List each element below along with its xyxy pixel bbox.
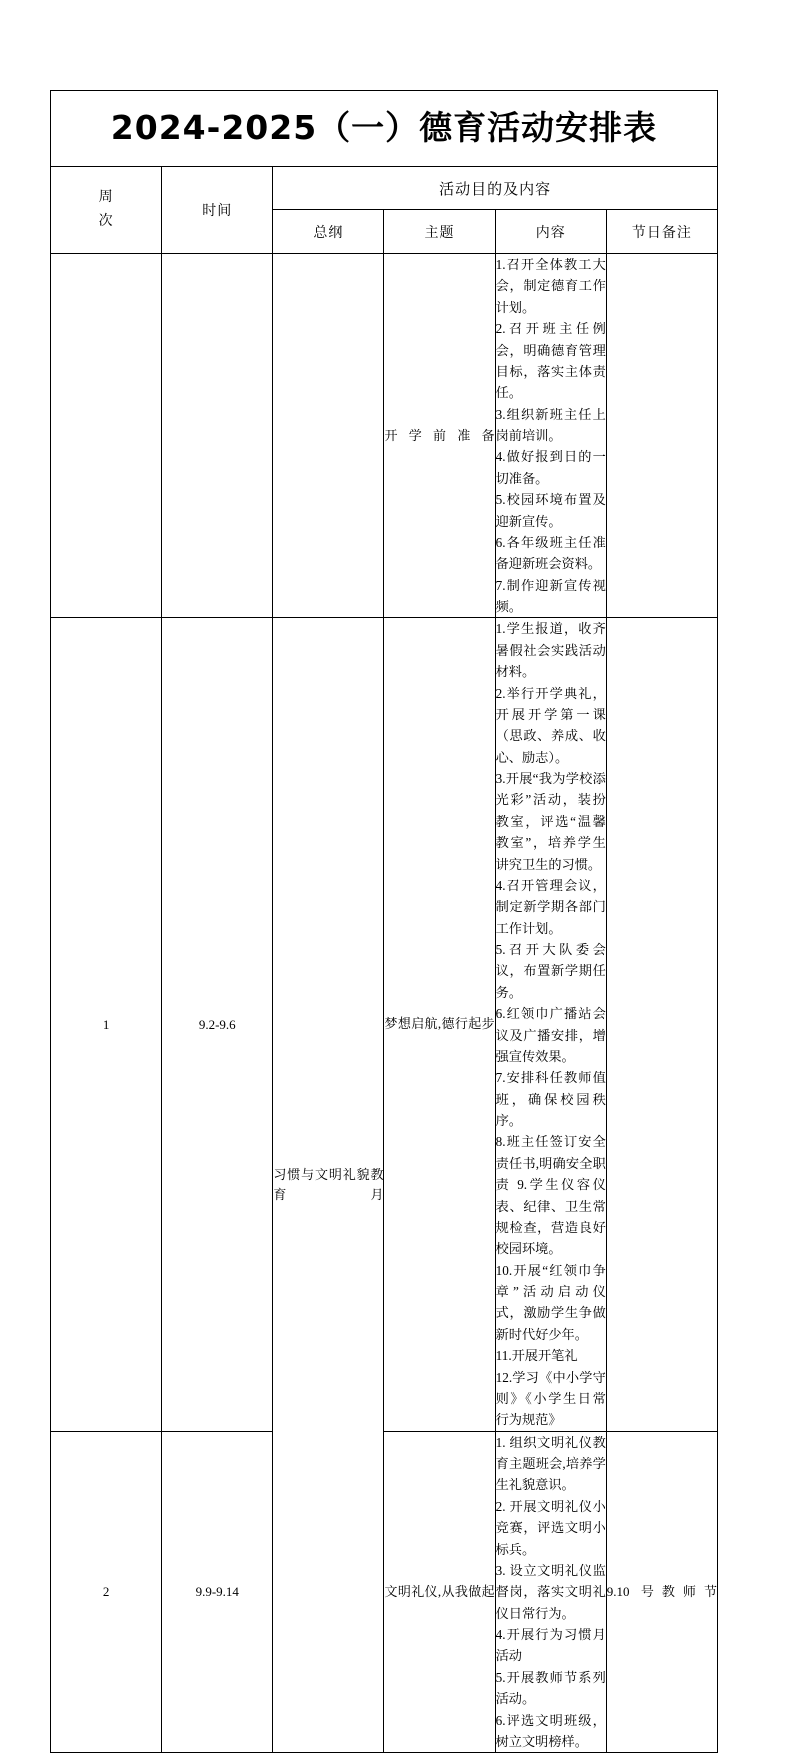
- cell-time: 9.9-9.14: [162, 1431, 273, 1753]
- cell-theme: [384, 254, 495, 618]
- cell-note: 9.10 号教师节: [606, 1431, 717, 1753]
- table-row: [51, 254, 718, 618]
- header-time: 时间: [162, 167, 273, 254]
- content-line: 12.学习《中小学守则》《小学生日常行为规范》: [495, 1369, 606, 1428]
- content-line: 5.校园环境布置及迎新宣传。: [495, 492, 606, 529]
- cell-outline: [273, 254, 384, 618]
- header-week: [51, 167, 162, 254]
- cell-outline-merged: 习惯与文明礼貌教育月: [273, 618, 384, 1753]
- content-line: 7.安排科任教师值班，确保校园秩序。: [495, 1070, 606, 1128]
- cell-theme-text: 开学前准备: [384, 427, 495, 443]
- cell-theme: [384, 1431, 495, 1753]
- content-line: 3.组织新班主任上岗前培训。: [495, 406, 606, 443]
- header-note: 节日备注: [606, 210, 717, 254]
- header-content: 内容: [495, 210, 606, 254]
- content-line: 6.红领巾广播站会议及广播安排，增强宣传效果。: [495, 1006, 606, 1064]
- moral-education-schedule-table: [50, 90, 718, 1753]
- content-line: 2. 开展文明礼仪小竞赛，评选文明小标兵。: [495, 1498, 606, 1557]
- table-row: [51, 618, 718, 1431]
- content-line: 1.召开全体教工大会，制定德育工作计划。: [495, 257, 606, 315]
- content-line: 5.召开大队委会议，布置新学期任务。: [495, 942, 606, 1000]
- content-line: 4.做好报到日的一切准备。: [495, 449, 606, 486]
- cell-time: [162, 254, 273, 618]
- content-line: 1. 组织文明礼仪教育主题班会,培养学生礼貌意识。: [495, 1434, 606, 1493]
- cell-week: [51, 254, 162, 618]
- content-line: 6.评选文明班级，树立文明榜样。: [495, 1712, 606, 1749]
- content-line: 3. 设立文明礼仪监督岗，落实文明礼仪日常行为。: [495, 1562, 606, 1621]
- content-line: 4.召开管理会议，制定新学期各部门工作计划。: [495, 877, 606, 936]
- cell-theme: [384, 618, 495, 1431]
- cell-time: 9.2-9.6: [162, 618, 273, 1431]
- content-line: 4.开展行为习惯月活动: [495, 1627, 606, 1664]
- header-week-line1: 周: [98, 189, 114, 205]
- header-outline: 总纲: [273, 210, 384, 254]
- content-line: 3.开展“我为学校添光彩”活动，装扮教室，评选“温馨教室”，培养学生讲究卫生的习惯。: [495, 771, 606, 872]
- header-week-line2: 次: [98, 214, 114, 229]
- content-line: 2.召开班主任例会，明确德育管理目标，落实主体责任。: [495, 321, 606, 401]
- cell-theme-text: 文明礼仪,从我做起: [384, 1583, 495, 1599]
- document-page: [50, 90, 718, 1753]
- title-row: [51, 91, 718, 167]
- content-line: 1.学生报道，收齐暑假社会实践活动材料。: [495, 621, 606, 680]
- cell-theme-text: 梦想启航,德行起步: [384, 1016, 495, 1032]
- content-line: 5.开展教师节系列活动。: [495, 1669, 606, 1707]
- header-purpose-group: 活动目的及内容: [273, 167, 718, 210]
- cell-note: [606, 618, 717, 1431]
- cell-content: [495, 254, 606, 618]
- content-line: 7.制作迎新宣传视频。: [495, 577, 606, 614]
- content-line: 8.班主任签订安全责任书,明确安全职责 9.学生仪容仪表、纪律、卫生常规检查，营造良好校园环境。: [495, 1134, 606, 1257]
- content-line: 11.开展开笔礼: [495, 1348, 578, 1364]
- content-line: 6.各年级班主任准备迎新班会资料。: [495, 534, 606, 572]
- cell-content: [495, 1431, 606, 1753]
- content-line: 2.举行开学典礼，开展开学第一课（思政、养成、收心、励志）。: [495, 685, 606, 765]
- header-row-top: [51, 167, 718, 210]
- document-title-cell: [51, 91, 718, 167]
- cell-week: 2: [51, 1431, 162, 1753]
- cell-week: 1: [51, 618, 162, 1431]
- cell-content: [495, 618, 606, 1431]
- header-theme: 主题: [384, 210, 495, 254]
- content-line: 10.开展“红领巾争章”活动启动仪式，激励学生争做新时代好少年。: [495, 1262, 606, 1342]
- page-title: 2024-2025（一）德育活动安排表: [110, 108, 658, 148]
- table-row: [51, 1431, 718, 1753]
- cell-note: [606, 254, 717, 618]
